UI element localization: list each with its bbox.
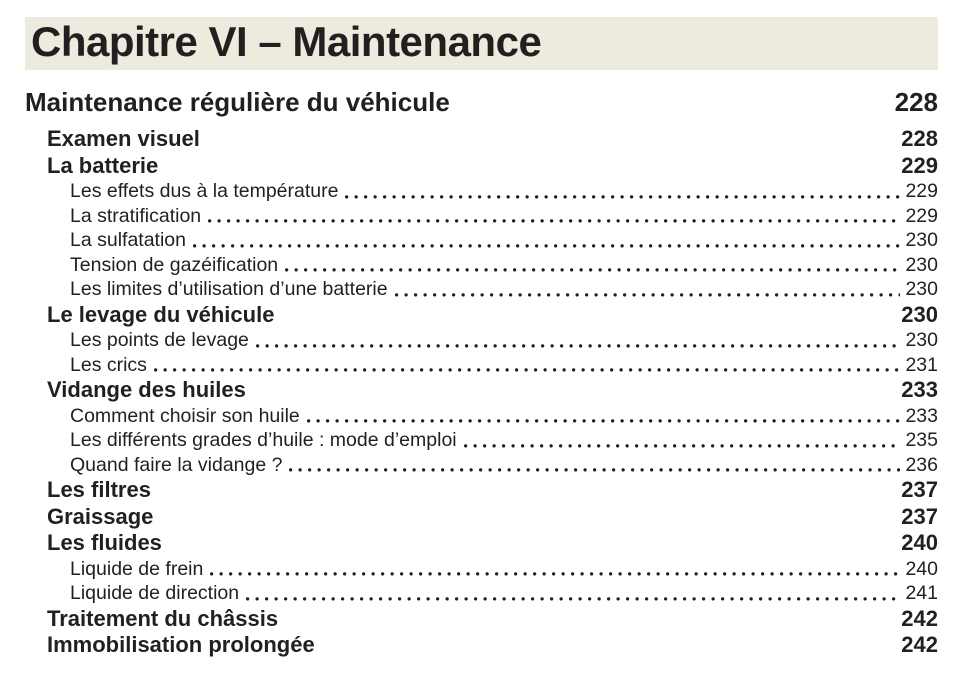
dot-leader (160, 521, 896, 525)
toc-entry-label: Les fluides (47, 530, 162, 555)
toc-entry-page: 230 (905, 253, 938, 276)
toc-entry (25, 126, 938, 153)
toc-entry-page: 236 (905, 453, 938, 476)
toc-entry (25, 228, 938, 253)
dot-leader (246, 597, 900, 601)
toc-entry-label: Les filtres (47, 477, 151, 502)
toc-entry (25, 86, 938, 126)
toc-entry-label: Le levage du véhicule (47, 301, 275, 327)
toc-entry (25, 557, 938, 582)
toc-entry-label: Examen visuel (47, 126, 200, 151)
dot-leader (256, 344, 901, 348)
dot-leader (210, 572, 900, 576)
toc-entry-page: 233 (905, 404, 938, 427)
dot-leader (322, 650, 897, 654)
toc-entry-page: 229 (905, 204, 938, 227)
toc-entry (25, 204, 938, 229)
toc-entry-label: Les points de levage (70, 329, 249, 351)
toc-entry (25, 253, 938, 278)
dot-leader (345, 195, 900, 199)
toc-entry-page: 241 (905, 582, 938, 604)
dot-leader (158, 495, 896, 499)
toc-entry (25, 453, 938, 478)
toc-entry-page: 230 (901, 301, 938, 327)
toc-entry (25, 632, 938, 659)
toc-entry-page: 228 (894, 87, 938, 117)
dot-leader (169, 548, 896, 552)
toc-entry-page: 229 (901, 152, 938, 178)
chapter-header-bar (25, 17, 938, 70)
dot-leader (207, 144, 896, 148)
toc-entry-page: 240 (905, 557, 938, 580)
toc-entry (25, 328, 938, 353)
toc-entry (25, 581, 938, 606)
toc-entry-label: Graissage (47, 503, 154, 529)
toc-entry-label: Tension de gazéification (70, 253, 279, 276)
toc-entry-page: 242 (901, 605, 938, 631)
toc-entry-page: 230 (905, 278, 938, 300)
toc-entry-page: 240 (901, 530, 938, 555)
toc-entry-page: 233 (901, 377, 938, 402)
toc-entry (25, 353, 938, 378)
dot-leader (307, 419, 901, 423)
toc-entry (25, 477, 938, 504)
toc-entry-page: 230 (905, 329, 938, 351)
toc-entry-label: Immobilisation prolongée (47, 632, 315, 657)
dot-leader (395, 293, 901, 297)
toc-entry-page: 229 (905, 180, 938, 202)
toc-entry-page: 228 (901, 126, 938, 151)
dot-leader (193, 244, 900, 248)
toc-entry (25, 428, 938, 453)
toc-entry (25, 504, 938, 531)
toc-entry-label: Les effets dus à la température (70, 180, 339, 202)
toc-entry-page: 237 (901, 477, 938, 502)
toc-entry-label: La sulfatation (70, 229, 187, 251)
toc-entry-page: 231 (905, 353, 938, 376)
toc-entry (25, 404, 938, 429)
dot-leader (208, 219, 900, 223)
table-of-contents (25, 86, 938, 659)
toc-entry-label: Traitement du châssis (47, 605, 279, 631)
toc-entry-label: Maintenance régulière du véhicule (25, 87, 450, 117)
dot-leader (457, 109, 890, 113)
dot-leader (285, 268, 900, 272)
dot-leader (285, 623, 896, 627)
toc-entry (25, 179, 938, 204)
toc-entry-page: 235 (905, 429, 938, 451)
toc-entry-label: Vidange des huiles (47, 377, 246, 402)
toc-entry-label: Les crics (70, 353, 147, 376)
toc-entry-label: Liquide de frein (70, 557, 204, 580)
toc-entry-label: La batterie (47, 152, 159, 178)
dot-leader (165, 170, 896, 174)
chapter-title: Chapitre VI – Maintenance (31, 18, 542, 65)
dot-leader (289, 468, 900, 472)
toc-entry (25, 277, 938, 302)
toc-entry-label: Comment choisir son huile (70, 404, 300, 427)
dot-leader (281, 319, 896, 323)
toc-entry (25, 302, 938, 329)
toc-entry-label: La stratification (70, 204, 202, 227)
dot-leader (464, 444, 901, 448)
toc-entry (25, 153, 938, 180)
toc-entry-label: Quand faire la vidange ? (70, 453, 283, 476)
toc-entry-page: 237 (901, 503, 938, 529)
toc-entry-label: Les différents grades d’huile : mode d’emploi (70, 429, 457, 451)
toc-entry (25, 530, 938, 557)
toc-entry-page: 230 (905, 229, 938, 251)
toc-entry-label: Liquide de direction (70, 582, 240, 604)
toc-entry-page: 242 (901, 632, 938, 657)
dot-leader (154, 368, 901, 372)
dot-leader (253, 395, 896, 399)
toc-entry (25, 377, 938, 404)
toc-entry-label: Les limites d’utilisation d’une batterie (70, 278, 388, 300)
toc-entry (25, 606, 938, 633)
